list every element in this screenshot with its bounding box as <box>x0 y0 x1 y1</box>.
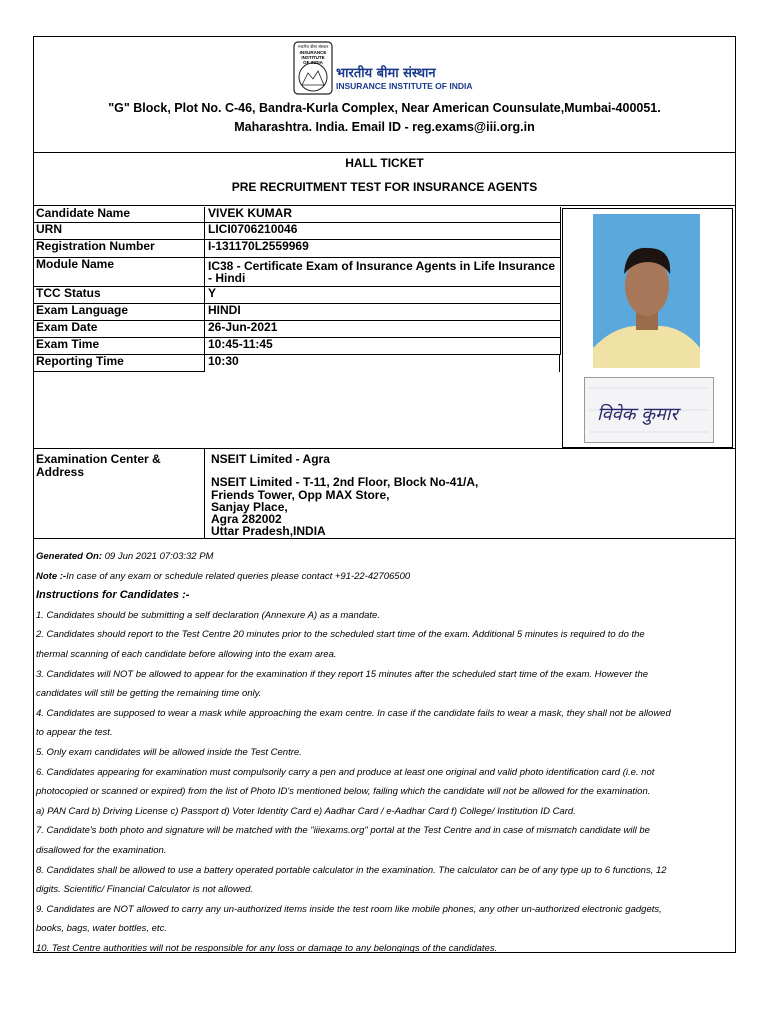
value-candidate-name: VIVEK KUMAR <box>205 207 561 223</box>
header <box>34 37 735 153</box>
iii-seal-icon <box>292 41 482 95</box>
center-address-line-2: Friends Tower, Opp MAX Store, <box>211 487 390 502</box>
instruction-line: disallowed for the examination. <box>36 844 167 856</box>
instruction-line: 4. Candidates are supposed to wear a mask while approaching the exam centre. In case if the candidate fails to wear a mask, they shall not be allowed <box>36 707 671 719</box>
label-urn: URN <box>34 223 205 240</box>
address-line-1: "G" Block, Plot No. C-46, Bandra-Kurla Complex, Near American Counsulate,Mumbai-400051. <box>108 101 661 115</box>
instruction-line: 6. Candidates appearing for examination must compulsorily carry a pen and produce at least one original and valid photo identification card (i.e. not <box>36 766 655 778</box>
seal-line-1: INSURANCE <box>299 50 327 55</box>
exam-title: PRE RECRUITMENT TEST FOR INSURANCE AGENTS <box>231 180 538 194</box>
instruction-line: books, bags, water bottles, etc. <box>36 923 167 935</box>
center-address-line-5: Uttar Pradesh,INDIA <box>211 524 326 539</box>
instruction-line: 1. Candidates should be submitting a self declaration (Annexure A) as a mandate. <box>36 609 380 621</box>
label-exam-center: Examination Center & Address <box>34 449 205 538</box>
value-tcc-status: Y <box>205 287 561 304</box>
value-exam-date: 26-Jun-2021 <box>205 321 561 338</box>
candidate-photo-icon <box>562 208 733 374</box>
label-exam-time: Exam Time <box>34 338 205 355</box>
value-urn: LICI0706210046 <box>205 223 561 240</box>
title-band <box>34 152 735 206</box>
address-line-2: Maharashtra. India. Email ID - reg.exams@iii.org.in <box>234 120 535 134</box>
generated-on <box>36 547 733 567</box>
instruction-line: 9. Candidates are NOT allowed to carry any un-authorized items inside the test room like mobile phones, any other un-authorized electronic gadgets, <box>36 903 662 915</box>
hall-ticket-sheet <box>33 36 736 953</box>
label-registration-number: Registration Number <box>34 240 205 258</box>
value-exam-language: HINDI <box>205 304 561 321</box>
value-exam-time: 10:45-11:45 <box>205 338 561 355</box>
label-module-name: Module Name <box>34 258 205 287</box>
generated-value: 09 Jun 2021 07:03:32 PM <box>102 551 214 562</box>
hall-ticket-title: HALL TICKET <box>345 156 424 170</box>
instruction-line: digits. Scientific/ Financial Calculator is not allowed. <box>36 884 254 896</box>
note-value: In case of any exam or schedule related queries please contact +91-22-42706500 <box>66 570 411 582</box>
instruction-line: 3. Candidates will NOT be allowed to appear for the examination if they report 15 minutes after the scheduled start time of the exam. However the <box>36 668 649 680</box>
signature-text: विवेक कुमार <box>597 404 678 425</box>
signature-icon <box>585 378 713 442</box>
generated-label: Generated On: <box>36 551 102 562</box>
label-exam-language: Exam Language <box>34 304 205 321</box>
seal-line-2: INSTITUTE <box>301 55 325 60</box>
candidate-signature <box>584 377 714 443</box>
instruction-line: thermal scanning of each candidate before allowing into the exam area. <box>36 648 337 660</box>
instruction-line: 10. Test Centre authorities will not be responsible for any loss or damage to any belongings of the candidates. <box>36 942 498 954</box>
seal-line-3: OF INDIA <box>303 60 323 65</box>
iii-logo <box>292 41 482 95</box>
center-address-line-1: NSEIT Limited - T-11, 2nd Floor, Block No-41/A, <box>211 475 479 490</box>
label-reporting-time: Reporting Time <box>34 355 205 372</box>
note-line <box>36 567 733 587</box>
value-module-name: IC38 - Certificate Exam of Insurance Agents in Life Insurance - Hindi <box>205 258 561 287</box>
instruction-line: a) PAN Card b) Driving License c) Passport d) Voter Identity Card e) Aadhar Card / e-Aadhar Card f) College/ Institution ID Card. <box>36 805 576 817</box>
center-address-line-4: Agra 282002 <box>211 512 282 527</box>
note-label: Note :- <box>36 570 67 582</box>
instruction-line: 2. Candidates should report to the Test Centre 20 minutes prior to the scheduled start time of the exam. Additional 5 minutes is required to do the <box>36 629 645 641</box>
value-reporting-time: 10:30 <box>204 355 560 372</box>
logo-hindi-text: भारतीय बीमा संस्थान <box>336 66 436 81</box>
seal-hindi: भारतीय बीमा संस्थान <box>297 44 329 49</box>
candidate-photo <box>562 208 733 374</box>
center-address-line-3: Sanjay Place, <box>211 499 288 514</box>
instruction-line: 7. Candidate's both photo and signature will be matched with the "iiiexams.org" portal at the Test Centre and in case of mismatch candidate will be <box>36 825 650 837</box>
label-tcc-status: TCC Status <box>34 287 205 304</box>
value-exam-center <box>211 453 711 538</box>
instruction-line: 8. Candidates shall be allowed to use a battery operated portable calculator in the examination. The calculator can be of any type up to 6 functions, 12 <box>36 864 667 876</box>
label-candidate-name: Candidate Name <box>34 207 205 223</box>
instructions-heading: Instructions for Candidates :- <box>36 589 190 602</box>
value-registration-number: I-131170L2559969 <box>205 240 561 258</box>
notes-section <box>36 547 733 958</box>
label-exam-date: Exam Date <box>34 321 205 338</box>
instruction-line: photocopied or scanned or expired) from the list of Photo ID's mentioned below, failing which the candidate will not be allowed for the examination. <box>36 786 651 798</box>
exam-center-row <box>34 448 735 539</box>
logo-english-text: INSURANCE INSTITUTE OF INDIA <box>336 81 473 91</box>
center-name: NSEIT Limited - Agra <box>211 452 330 466</box>
instruction-line: to appear the test. <box>36 727 113 739</box>
instruction-line: 5. Only exam candidates will be allowed inside the Test Centre. <box>36 746 302 758</box>
instruction-line: candidates will still be getting the remaining time only. <box>36 688 262 700</box>
